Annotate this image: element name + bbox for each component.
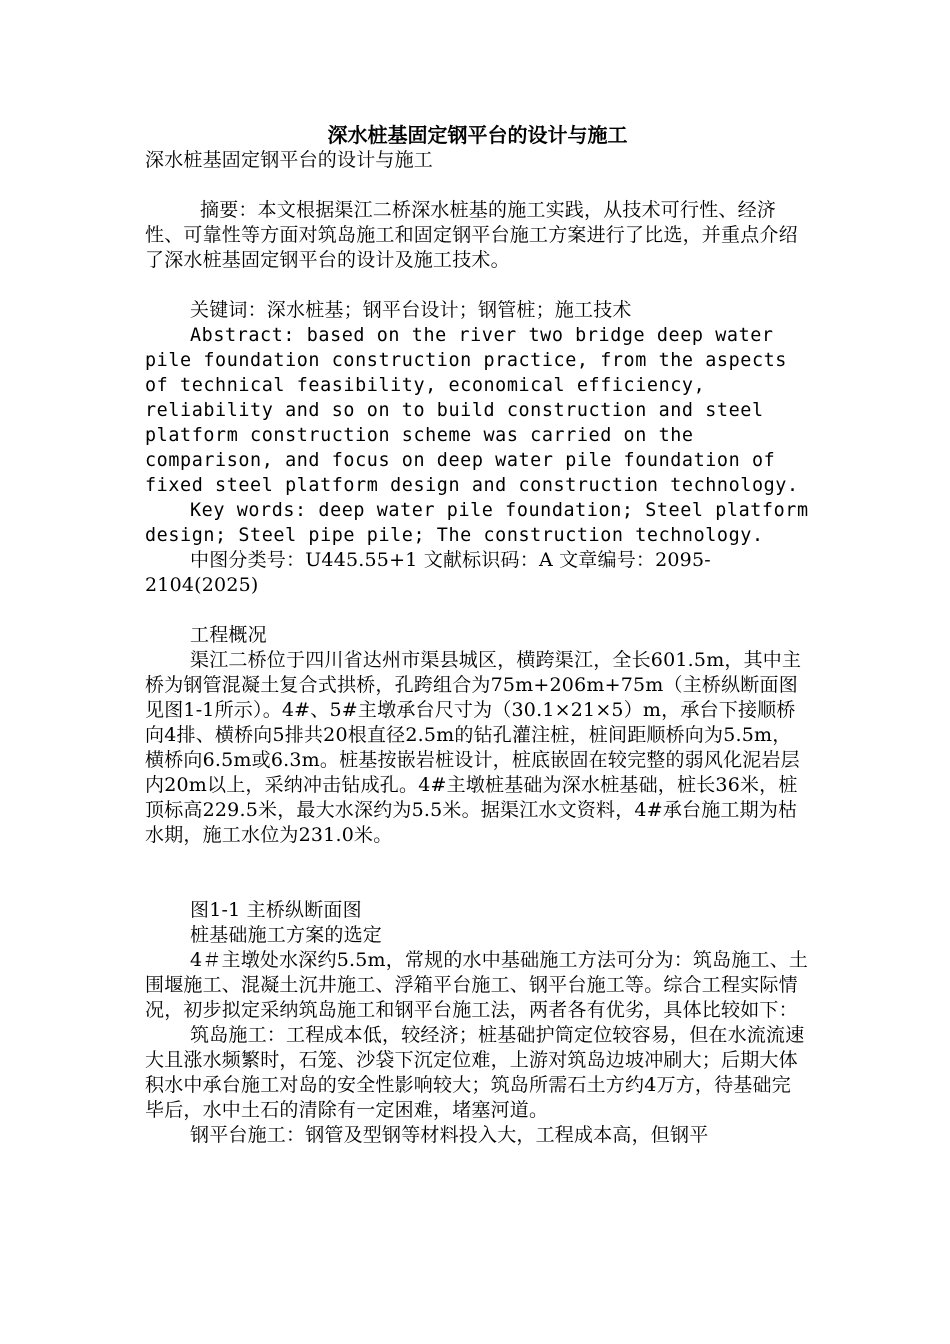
abstract-en: Abstract: based on the river two bridge deep water pile foundation construction practice, from the aspects of technical feasibility, economical efficiency, reliability and so on to build construction and steel platform construction scheme was carried on the comparison, and focus on deep water pile foundation of fixed steel platform design and construction technology. — [145, 325, 799, 496]
section2-platform: 钢平台施工：钢管及型钢等材料投入大，工程成本高，但钢平 — [190, 1124, 709, 1146]
section2-body: 4＃主墩处水深约5.5m，常规的水中基础施工方法可分为：筑岛施工、土围堰施工、混凝土沉井施工、浮箱平台施工、钢平台施工等。综合工程实际情况，初步拟定采纳筑岛施工和钢平台施工法，两者各有优劣，具体比较如下： — [145, 949, 809, 1021]
section2-heading: 桩基础施工方案的选定 — [190, 924, 383, 946]
document-page — [145, 122, 810, 1148]
spacer — [145, 598, 810, 623]
spacer — [145, 173, 810, 198]
section2-island: 筑岛施工：工程成本低，较经济；桩基础护筒定位较容易，但在水流流速大且涨水频繁时，石笼、沙袋下沉定位难，上游对筑岛边坡冲刷大；后期大体积水中承台施工对岛的安全性影响较大；筑岛所需石土方约4万方，待基础完毕后，水中土石的清除有一定困难，堵塞河道。 — [145, 1024, 805, 1121]
section1-heading: 工程概况 — [190, 624, 267, 646]
spacer — [145, 273, 810, 298]
classification-line: 中图分类号：U445.55+1 文献标识码：A 文章编号：2095-2104(2025) — [145, 549, 711, 596]
figure-caption: 图1-1 主桥纵断面图 — [190, 899, 362, 921]
spacer — [145, 848, 810, 898]
section1-body: 渠江二桥位于四川省达州市渠县城区，横跨渠江，全长601.5m，其中主桥为钢管混凝土复合式拱桥，孔跨组合为75m+206m+75m（主桥纵断面图见图1-1所示）。4#、5#主墩承台尺寸为（30.1×21×5）m，承台下接顺桥向4排、横桥向5排共20根直径2.5m的钻孔灌注桩，桩间距顺桥向为5.5m，横桥向6.5m或6.3m。桩基按嵌岩桩设计，桩底嵌固在较完整的弱风化泥岩层内20m以上，采纳冲击钻成孔。4#主墩桩基础为深水桩基础，桩长36米，桩顶标高229.5米，最大水深约为5.5米。据渠江水文资料，4#承台施工期为枯水期，施工水位为231.0米。 — [145, 649, 802, 846]
document-title: 深水桩基固定钢平台的设计与施工 — [327, 123, 628, 147]
keywords-cn: 关键词：深水桩基；钢平台设计；钢管桩；施工技术 — [190, 299, 632, 321]
document-subtitle: 深水桩基固定钢平台的设计与施工 — [145, 149, 434, 171]
keywords-en: Key words: deep water pile foundation; Steel platform design; Steel pipe pile; The construction technology. — [145, 500, 809, 546]
abstract-cn: 摘要：本文根据渠江二桥深水桩基的施工实践，从技术可行性、经济性、可靠性等方面对筑岛施工和固定钢平台施工方案进行了比选，并重点介绍了深水桩基固定钢平台的设计及施工技术。 — [145, 199, 798, 271]
